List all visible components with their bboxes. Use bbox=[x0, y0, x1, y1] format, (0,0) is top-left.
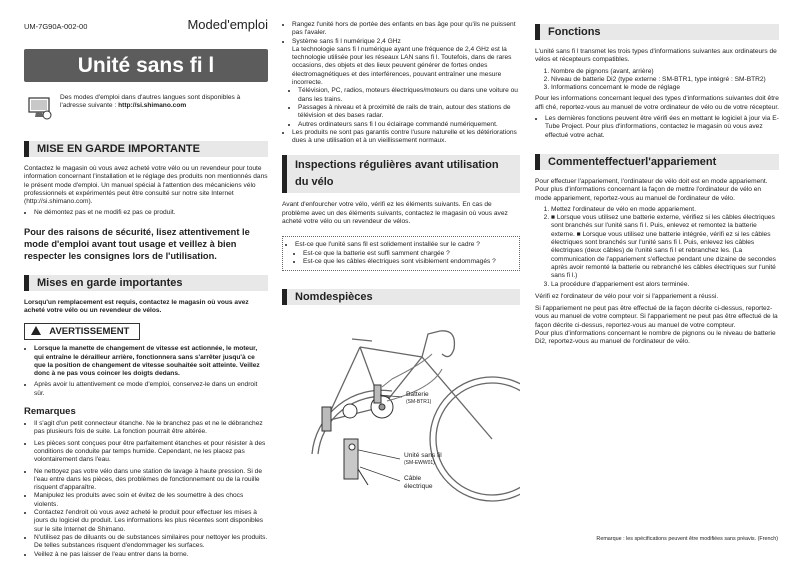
inspections-text: Avant d'enfourcher votre vélo, vérifi ez les éléments suivants. En cas de problème avec un des éléments suivants, contactez le magasin où vous avez acheté votre vélo ou un revendeur de vélos. bbox=[282, 201, 508, 226]
remark-item: • Il s'agit d'un petit connecteur étanche. Ne le branchez pas et ne le débranchez pas plusieurs fois de suite. La fonction pourrait être altérée. bbox=[34, 420, 268, 437]
doc-type: Moded'emploi bbox=[187, 17, 268, 32]
bike-diagram bbox=[282, 309, 520, 504]
language-notice-text: Des modes d'emploi dans d'autres langues sont disponibles à l'adresse suivante : http://si.shimano.com bbox=[60, 94, 241, 110]
pairing-heading: Commenteffectuerl'appariement bbox=[535, 154, 779, 170]
pairing-fail: Si l'appariement ne peut pas être effectué de la façon décrite ci-dessus, reportez-vous au manuel de votre compteur. Si l'appariement ne peut pas être effectué de la façon décrite ci-dessus, reportez-vous au manuel de votre compteur. bbox=[535, 305, 778, 329]
doc-code: UM-7G90A-002-00 bbox=[24, 22, 88, 31]
mise-en-garde-text: Contactez le magasin où vous avez acheté votre vélo ou un revendeur pour toute information concernant l'installation et le réglage des produits non mentionnés dans le présent mode d'emploi. Un manuel spécial à l'attention des mécaniciens vélo professionnels et expérimentés peut être consulté sur notre site Internet (http://si.shimano.com). bbox=[24, 165, 268, 206]
fonctions-heading: Fonctions bbox=[535, 24, 779, 40]
interference-item: • Télévision, PC, radios, moteurs électriques/moteurs ou dans une voiture ou dans les trains. bbox=[298, 87, 520, 104]
wireless-unit-label: Unité sans fil bbox=[404, 452, 442, 460]
remark-item: • Veillez à ne pas laisser de l'eau entrer dans la borne. bbox=[34, 551, 268, 559]
check-item: • Est-ce que les câbles électriques sont visiblement endommagés ? bbox=[303, 258, 517, 266]
warning-label: AVERTISSEMENT bbox=[49, 326, 130, 338]
mises-heading: Mises en garde importantes bbox=[24, 275, 268, 291]
wireless-unit-model: (SM-EWW01) bbox=[404, 460, 435, 467]
bike-illustration bbox=[282, 309, 520, 504]
check-item: • Est-ce que la batterie est suffi samment chargée ? bbox=[303, 250, 517, 258]
warning-box bbox=[24, 323, 140, 340]
battery-model: (SM-BTR1) bbox=[406, 399, 432, 406]
page-title: Unité sans fi l bbox=[24, 49, 268, 82]
interference-item: • Autres ordinateurs sans fi l ou éclairage commandé numériquement. bbox=[298, 121, 520, 129]
fonctions-note: Pour les informations concernant lequel des types d'informations suivantes doit être affi ché, reportez-vous au manuel de votre ordinateur de vélo ou de votre récepteur. bbox=[535, 95, 779, 111]
shimano-url[interactable]: http://si.shimano.com bbox=[118, 102, 187, 110]
pairing-text: Pour effectuer l'appariement, l'ordinateur de vélo doit est en mode appariement. Pour plus d'informations concernant la façon de mettre l'ordinateur de vélo en mode appariement, reportez-vous au manuel de l'ordinateur de vélo. bbox=[535, 177, 768, 202]
pairing-more: Pour plus d'informations concernant le nombre de pignons ou le niveau de batterie Di2, reportez-vous au manuel de l'ordinateur de vélo. bbox=[535, 330, 776, 346]
children-item: • Rangez l'unité hors de portée des enfants en bas âge pour qu'ils ne puissent pas l'avaler. bbox=[292, 21, 520, 38]
remark-item: • N'utilisez pas de diluants ou de substances similaires pour nettoyer les produits. De telles substances risquent d'endommager les surfaces. bbox=[34, 534, 268, 551]
mise-en-garde-heading: MISE EN GARDE IMPORTANTE bbox=[24, 141, 268, 157]
inspections-heading: Inspections régulières avant utilisation du vélo bbox=[282, 155, 520, 193]
pairing-step: 3. La procédure d'appariement est alors terminée. bbox=[551, 281, 779, 289]
right-column bbox=[535, 0, 779, 347]
interference-item: • Passages à niveau et à proximité de rails de train, autour des stations de télévision et des bases radar. bbox=[298, 104, 520, 121]
mises-text: Lorsqu'un remplacement est requis, contactez le magasin où vous avez acheté votre vélo ou un revendeur de vélos. bbox=[24, 298, 249, 314]
cable-label: Câble bbox=[404, 475, 422, 483]
pairing-step: 2. ■ Lorsque vous utilisez une batterie externe, vérifiez si les câbles électriques sont branchés sur l'unité sans fi l. Puis, enlevez et remontez la batterie externe. ■ Lorsque vous utilisez une batterie intégrée, vérifi ez si les câbles électriques sont branchés sur l'unité sans fi l. Puis, enlevez les câbles électriques (deux câbles) de l'unité sans fi l et rebranchez les. (La communication de l'appariement s'effectue pendant une dizaine de secondes après avoir remonté la batterie ou rebranché les câbles électriques sur l'unité sans fi l.) bbox=[551, 214, 779, 280]
check-item: • Est-ce que l'unité sans fil est solidement installée sur le cadre ? bbox=[295, 241, 517, 249]
monitor-icon bbox=[27, 95, 53, 121]
function-item: 1. Nombre de pignons (avant, arrière) bbox=[551, 68, 779, 76]
parts-heading: Nomdespièces bbox=[282, 289, 520, 305]
cable-label-2: électrique bbox=[404, 483, 433, 491]
firmware-item: • Les dernières fonctions peuvent être vérifi ées en mettant le logiciel à jour via E-Tube Project. Pour plus d'informations, contactez le magasin où vous avez effectué votre achat. bbox=[545, 115, 779, 140]
checklist-box bbox=[282, 236, 520, 271]
battery-label: Batterie bbox=[406, 391, 429, 399]
safety-notice: Pour des raisons de sécurité, lisez attentivement le mode d'emploi avant tout usage et veillez à bien respecter les consignes lors de l'utilisation. bbox=[24, 226, 250, 262]
footer-note: Remarque : les spécifications peuvent être modifiées sans préavis. (French) bbox=[596, 536, 778, 542]
tech-text: La technologie sans fi l numérique ayant une fréquence de 2,4 GHz est la technologie utilisée pour les réseaux LAN sans fi l. Toutefois, dans de rares occasions, des objets et des lieux peuvent générer de fortes ondes électromagnétiques et des interférences, pouvant entraîner une mesure incorrecte. bbox=[292, 45, 512, 87]
remarques-heading: Remarques bbox=[24, 406, 76, 418]
remark-item: • Ne nettoyez pas votre vélo dans une station de lavage à haute pression. Si de l'eau entre dans les pièces, des problèmes de fonctionnement ou de la rouille risquent d'apparaître. bbox=[34, 468, 268, 493]
warning-item: • Lorsque la manette de changement de vitesse est actionnée, le moteur, qui entraîne le dérailleur arrière, fonctionnera sans s'arrêter jusqu'à ce que la position de changement de vitesse souhaitée soit atteinte. Veillez donc à ne pas vous coincer les doigts dedans. bbox=[34, 345, 268, 378]
pairing-step: 1. Mettez l'ordinateur de vélo en mode appariement. bbox=[551, 206, 779, 214]
warning-icon bbox=[31, 326, 41, 335]
pairing-verify: Vérifi ez l'ordinateur de vélo pour voir si l'appariement a réussi. bbox=[535, 292, 719, 300]
middle-column bbox=[282, 0, 520, 504]
remark-item: • Contactez l'endroit où vous avez acheté le produit pour effectuer les mises à jours du logiciel du produit. Les informations les plus récentes sont disponibles sur le site Internet de Shimano. bbox=[34, 509, 268, 534]
left-column bbox=[24, 0, 268, 559]
remark-item: • Manipulez les produits avec soin et évitez de les soumettre à des chocs violents. bbox=[34, 492, 268, 509]
warranty-item: • Les produits ne sont pas garantis contre l'usure naturelle et les détériorations dues à une utilisation et à un vieillissement normaux. bbox=[292, 129, 520, 146]
no-modify-item: • Ne démontez pas et ne modifi ez pas ce produit. bbox=[34, 209, 268, 217]
function-item: 2. Niveau de batterie Di2 (type externe : SM-BTR1, type intégré : SM-BTR2) bbox=[551, 76, 779, 84]
header-row bbox=[24, 17, 268, 45]
fonctions-text: L'unité sans fi l transmet les trois types d'informations suivantes aux ordinateurs de vélos et récepteurs compatibles. bbox=[535, 48, 777, 64]
wireless-system-item: • Système sans fi l numérique 2,4 GHz bbox=[292, 38, 520, 46]
remark-item: • Les pièces sont conçues pour être parfaitement étanches et pour résister à des conditions de conduite par temps humide. Cependant, ne les placez pas volontairement dans l'eau. bbox=[34, 440, 268, 465]
language-notice bbox=[24, 92, 268, 126]
warning-item: • Après avoir lu attentivement ce mode d'emploi, conservez-le dans un endroit sûr. bbox=[34, 381, 268, 398]
function-item: 3. Informations concernant le mode de réglage bbox=[551, 84, 779, 92]
